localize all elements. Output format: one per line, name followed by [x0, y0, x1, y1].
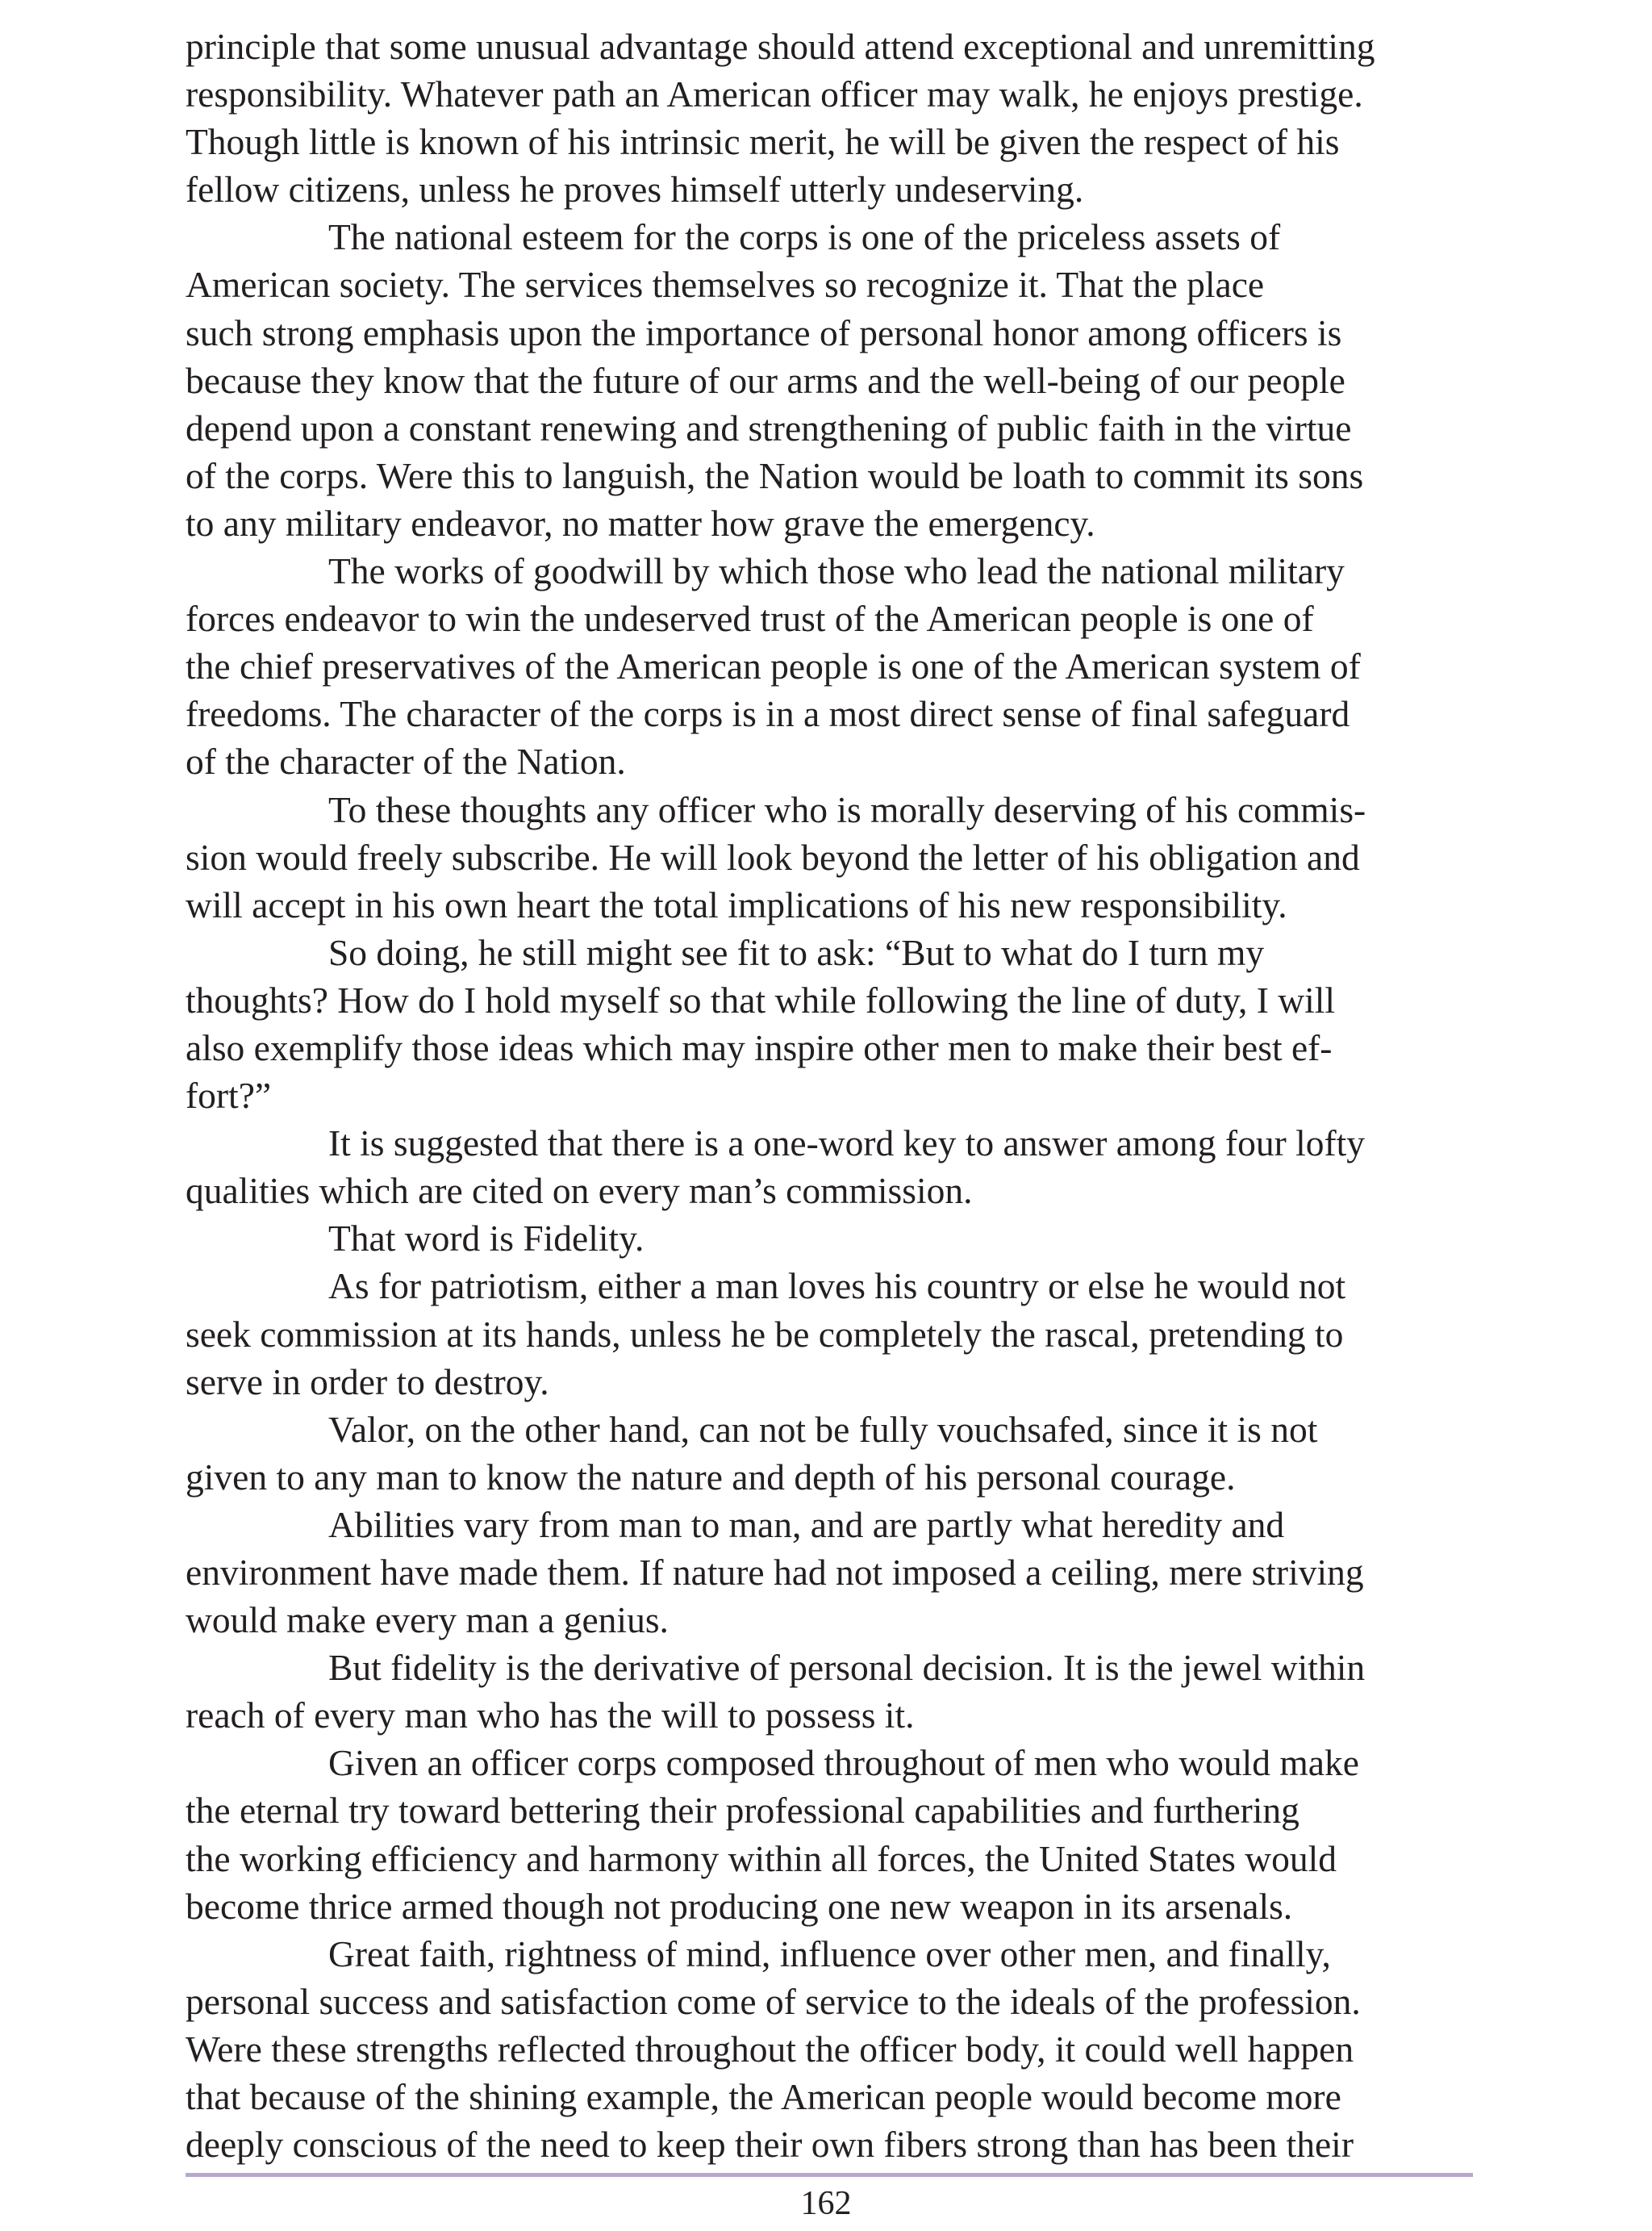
- text-line: given to any man to know the nature and depth of his personal courage.: [186, 1456, 1236, 1498]
- footer-rule: [186, 2173, 1473, 2177]
- text-line: fellow citizens, unless he proves himself utterly undeserving.: [186, 169, 1084, 211]
- paragraph-first-line: Abilities vary from man to man, and are partly what heredity and: [328, 1503, 1285, 1545]
- paragraph-first-line: Given an officer corps composed throughout of men who would make: [328, 1742, 1359, 1784]
- text-line: would make every man a genius.: [186, 1599, 669, 1641]
- text-line: because they know that the future of our arms and the well-being of our people: [186, 359, 1345, 401]
- text-line: sion would freely subscribe. He will look beyond the letter of his obligation and: [186, 836, 1360, 878]
- text-line: also exemplify those ideas which may inspire other men to make their best ef-: [186, 1026, 1333, 1068]
- text-line: of the corps. Were this to languish, the Nation would be loath to commit its sons: [186, 454, 1364, 496]
- paragraph-first-line: The national esteem for the corps is one of the priceless assets of: [328, 216, 1281, 258]
- text-line: depend upon a constant renewing and strengthening of public faith in the virtue: [186, 407, 1352, 449]
- text-line: responsibility. Whatever path an American officer may walk, he enjoys prestige.: [186, 73, 1363, 115]
- text-line: environment have made them. If nature had not imposed a ceiling, mere striving: [186, 1552, 1364, 1593]
- text-line: that because of the shining example, the American people would become more: [186, 2076, 1341, 2118]
- text-line: deeply conscious of the need to keep their own fibers strong than has been their: [186, 2124, 1354, 2166]
- text-line: become thrice armed though not producing one new weapon in its arsenals.: [186, 1885, 1293, 1927]
- text-line: principle that some unusual advantage should attend exceptional and unremitting: [186, 26, 1375, 67]
- paragraph-first-line: So doing, he still might see fit to ask: “But to what do I turn my: [328, 931, 1265, 973]
- text-line: the eternal try toward bettering their professional capabilities and furthering: [186, 1790, 1299, 1832]
- page-number: 162: [800, 2185, 852, 2222]
- text-line: Though little is known of his intrinsic merit, he will be given the respect of his: [186, 121, 1340, 163]
- text-line: fort?”: [186, 1075, 272, 1117]
- text-line: seek commission at its hands, unless he be completely the rascal, pretending to: [186, 1313, 1344, 1355]
- text-line: to any military endeavor, no matter how grave the emergency.: [186, 502, 1095, 544]
- text-line: such strong emphasis upon the importance of personal honor among officers is: [186, 311, 1342, 353]
- text-line: thoughts? How do I hold myself so that while following the line of duty, I will: [186, 979, 1336, 1021]
- paragraph-first-line: But fidelity is the derivative of personal decision. It is the jewel within: [328, 1647, 1366, 1689]
- paragraph-first-line: That word is Fidelity.: [328, 1218, 645, 1260]
- text-line: reach of every man who has the will to possess it.: [186, 1694, 915, 1736]
- text-line: the working efficiency and harmony within all forces, the United States would: [186, 1837, 1337, 1879]
- text-line: of the character of the Nation.: [186, 741, 626, 783]
- paragraph-first-line: The works of goodwill by which those who lead the national military: [328, 550, 1345, 592]
- text-line: freedoms. The character of the corps is in a most direct sense of final safeguard: [186, 693, 1350, 735]
- paragraph-first-line: It is suggested that there is a one-word key to answer among four lofty: [328, 1122, 1366, 1164]
- text-line: qualities which are cited on every man’s commission.: [186, 1170, 973, 1212]
- text-line: serve in order to destroy.: [186, 1360, 549, 1402]
- paragraph-first-line: As for patriotism, either a man loves his country or else he would not: [328, 1265, 1346, 1307]
- text-line: Were these strengths reflected throughout the officer body, it could well happen: [186, 2028, 1354, 2070]
- text-line: will accept in his own heart the total implications of his new responsibility.: [186, 884, 1287, 925]
- text-line: American society. The services themselves so recognize it. That the place: [186, 264, 1265, 306]
- paragraph-first-line: To these thoughts any officer who is morally deserving of his commis-: [328, 788, 1366, 830]
- text-line: the chief preservatives of the American people is one of the American system of: [186, 645, 1361, 687]
- text-line: forces endeavor to win the undeserved trust of the American people is one of: [186, 598, 1314, 640]
- paragraph-first-line: Valor, on the other hand, can not be fully vouchsafed, since it is not: [328, 1408, 1318, 1450]
- text-line: personal success and satisfaction come of service to the ideals of the profession.: [186, 1980, 1361, 2022]
- body-text: [186, 23, 1476, 2168]
- paragraph-first-line: Great faith, rightness of mind, influence over other men, and finally,: [328, 1932, 1331, 1974]
